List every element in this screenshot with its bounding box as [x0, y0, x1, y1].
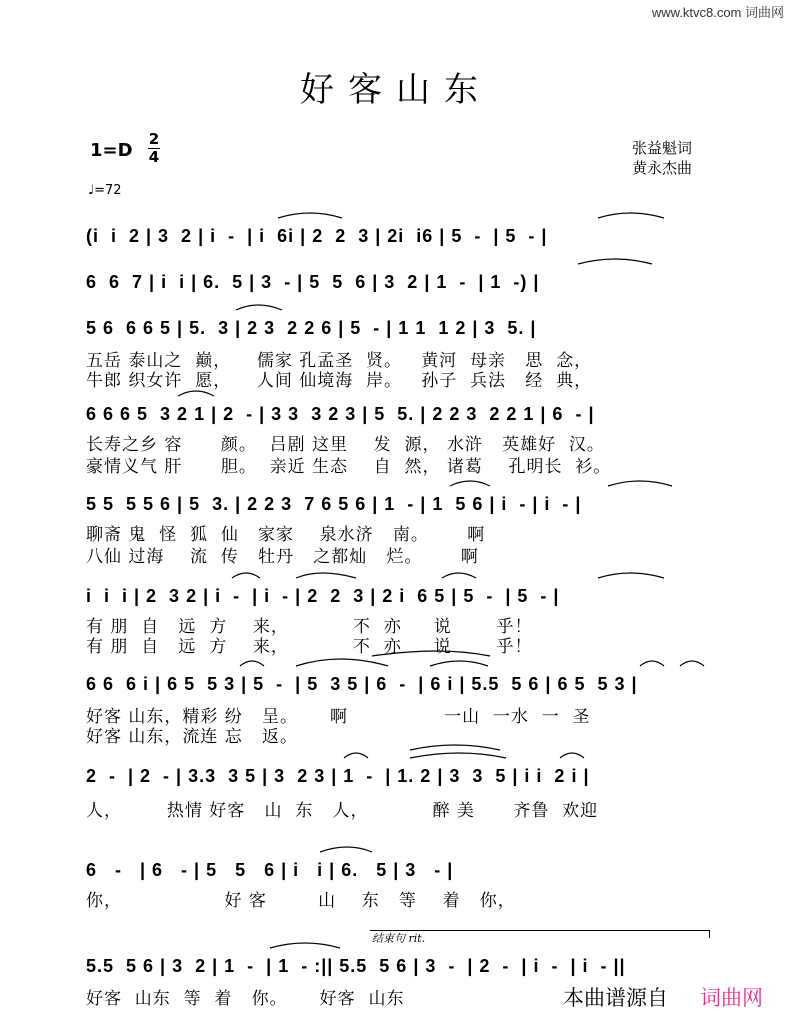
slur [410, 745, 500, 750]
key-signature: 1=D [90, 140, 133, 161]
system-7-lyric-2: 好客 山东，流连 忘 返。 [86, 727, 299, 747]
system-3-lyric-2: 牛郎 织女许 愿， 人间 仙境海 岸。 孙子 兵法 经 典， [86, 371, 593, 391]
system-1-notes: (i i 2 | 3 2 | i - | i 6i | 2 2 3 | 2i i6 | 5 - | 5 - | [86, 226, 548, 246]
slur [640, 661, 664, 666]
system-4-lyric-1: 长寿之乡 容 颜。 吕剧 这里 发 源， 水浒 英雄好 汉。 [86, 435, 605, 455]
slur [320, 847, 372, 852]
system-4-notes: 6 6 6 5 3 2 1 | 2 - | 3 3 3 2 3 | 5 5. | 2 2 3 2 2 1 | 6 - | [86, 404, 595, 424]
system-8-notes: 2 - | 2 - | 3.3 3 5 | 3 2 3 | 1 - | 1. 2 | 3 3 5 | i i 2 i | [86, 766, 590, 786]
system-3-notes: 5 6 6 6 5 | 5. 3 | 2 3 2 2 6 | 5 - | 1 1 1 2 | 3 5. | [86, 318, 537, 338]
system-5-lyric-2: 八仙 过海 流 传 牡丹 之都灿 烂。 啊 [86, 547, 479, 567]
system-10-notes: 5.5 5 6 | 3 2 | 1 - | 1 - :|| 5.5 5 6 | 3 - | 2 - | i - | i - || [86, 956, 626, 976]
slur [598, 573, 664, 578]
system-9-notes: 6 - | 6 - | 5 5 6 | i i | 6. 5 | 3 - | [86, 860, 454, 880]
slur [232, 573, 260, 578]
system-7-lyric-1: 好客 山东，精彩 纷 呈。 啊 一山 一水 一 圣 [86, 707, 591, 727]
system-4-lyric-2: 豪情义气 肝 胆。 亲近 生态 自 然， 诸葛 孔明长 衫。 [86, 457, 612, 477]
slur [608, 481, 672, 486]
slur [240, 661, 264, 666]
slur [560, 753, 584, 758]
slur [430, 661, 488, 666]
system-8-lyric-1: 人， 热情 好客 山 东 人， 醉 美 齐鲁 欢迎 [86, 801, 599, 821]
slur [278, 213, 342, 218]
slur [296, 573, 356, 578]
slur [450, 481, 490, 486]
lyricist: 张益魁词 [632, 139, 693, 157]
slur [344, 753, 368, 758]
slur [270, 943, 340, 948]
time-numerator: 2 [148, 130, 160, 148]
slur [578, 259, 652, 264]
site-watermark: www.ktvc8.com 词曲网 [651, 5, 784, 20]
slur [236, 305, 282, 310]
slur [442, 573, 476, 578]
system-5-lyric-1: 聊斋 鬼 怪 狐 仙 家家 泉水济 南。 啊 [86, 525, 486, 545]
system-6-lyric-2: 有 朋 自 远 方 来， 不 亦 说 乎！ [86, 637, 533, 657]
time-denominator: 4 [148, 148, 160, 166]
tempo-marking: ♩=72 [88, 183, 122, 198]
slur [680, 661, 704, 666]
system-2-notes: 6 6 7 | i i | 6. 5 | 3 - | 5 5 6 | 3 2 | 1 - | 1 -) | [86, 272, 540, 292]
system-9-lyric-1: 你， 好 客 山 东 等 着 你， [86, 891, 516, 911]
rit-label: 结束句 rit. [372, 932, 426, 945]
song-title: 好客山东 [300, 70, 492, 110]
system-10-lyric-1: 好客 山东 等 着 你。 好客 山东 [86, 989, 405, 1009]
system-6-lyric-1: 有 朋 自 远 方 来， 不 亦 说 乎！ [86, 617, 533, 637]
system-7-notes: 6 6 6 i | 6 5 5 3 | 5 - | 5 3 5 | 6 - | 6 i | 5.5 5 6 | 6 5 5 3 | [86, 674, 638, 694]
watermark-right: 词曲网 [700, 986, 763, 1010]
system-6-notes: i i i | 2 3 2 | i - | i - | 2 2 3 | 2 i 6 5 | 5 - | 5 - | [86, 586, 560, 606]
slur [598, 213, 664, 218]
slur [372, 651, 490, 656]
watermark-left: 本曲谱源自 [563, 986, 668, 1010]
system-3-lyric-1: 五岳 泰山之 巅， 儒家 孔孟圣 贤。 黄河 母亲 思 念， [86, 351, 593, 371]
slur [178, 391, 214, 396]
slur [296, 659, 388, 666]
slur [410, 753, 506, 758]
system-5-notes: 5 5 5 5 6 | 5 3. | 2 2 3 7 6 5 6 | 1 - | 1 5 6 | i - | i - | [86, 494, 582, 514]
composer: 黄永杰曲 [632, 159, 693, 177]
